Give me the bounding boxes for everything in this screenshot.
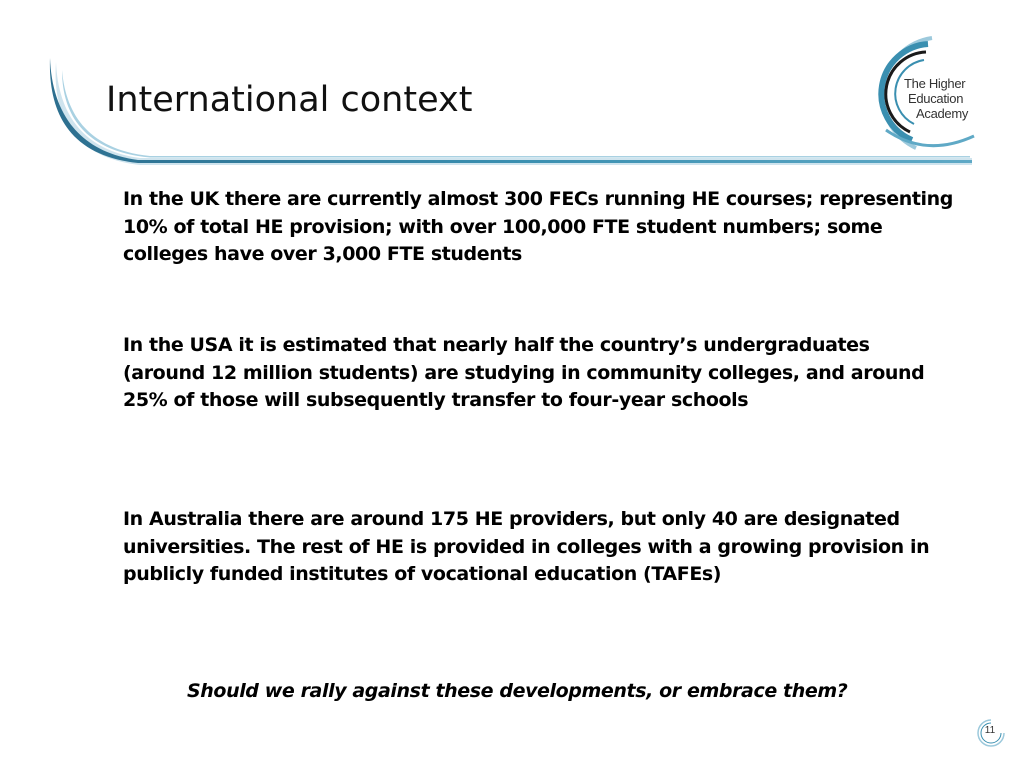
logo-line-1: The Higher [904,76,966,91]
paragraph-australia: In Australia there are around 175 HE providers, but only 40 are designated universities. The rest of HE is provided in colleges with a growing provision in publicly funded institutes of vocational education (TAFEs) [123,508,930,585]
paragraph-usa: In the USA it is estimated that nearly half the country’s undergraduates (around 12 million students) are studying in community colleges, and around 25% of those will subsequently transfer to four-year schools [123,334,925,411]
logo-wordmark [904,76,968,121]
paragraph-uk: In the UK there are currently almost 300 FECs running HE courses; representing 10% of total HE provision; with over 100,000 FTE student numbers; some colleges have over 3,000 FTE students [123,188,953,265]
page-number-badge [976,718,1006,748]
logo-line-2: Education [908,91,964,106]
slide-title: International context [106,80,473,120]
logo-line-3: Academy [916,106,969,121]
page-number: 11 [984,725,996,736]
closing-question: Should we rally against these developments, or embrace them? [187,680,848,702]
higher-education-academy-logo [866,30,980,150]
